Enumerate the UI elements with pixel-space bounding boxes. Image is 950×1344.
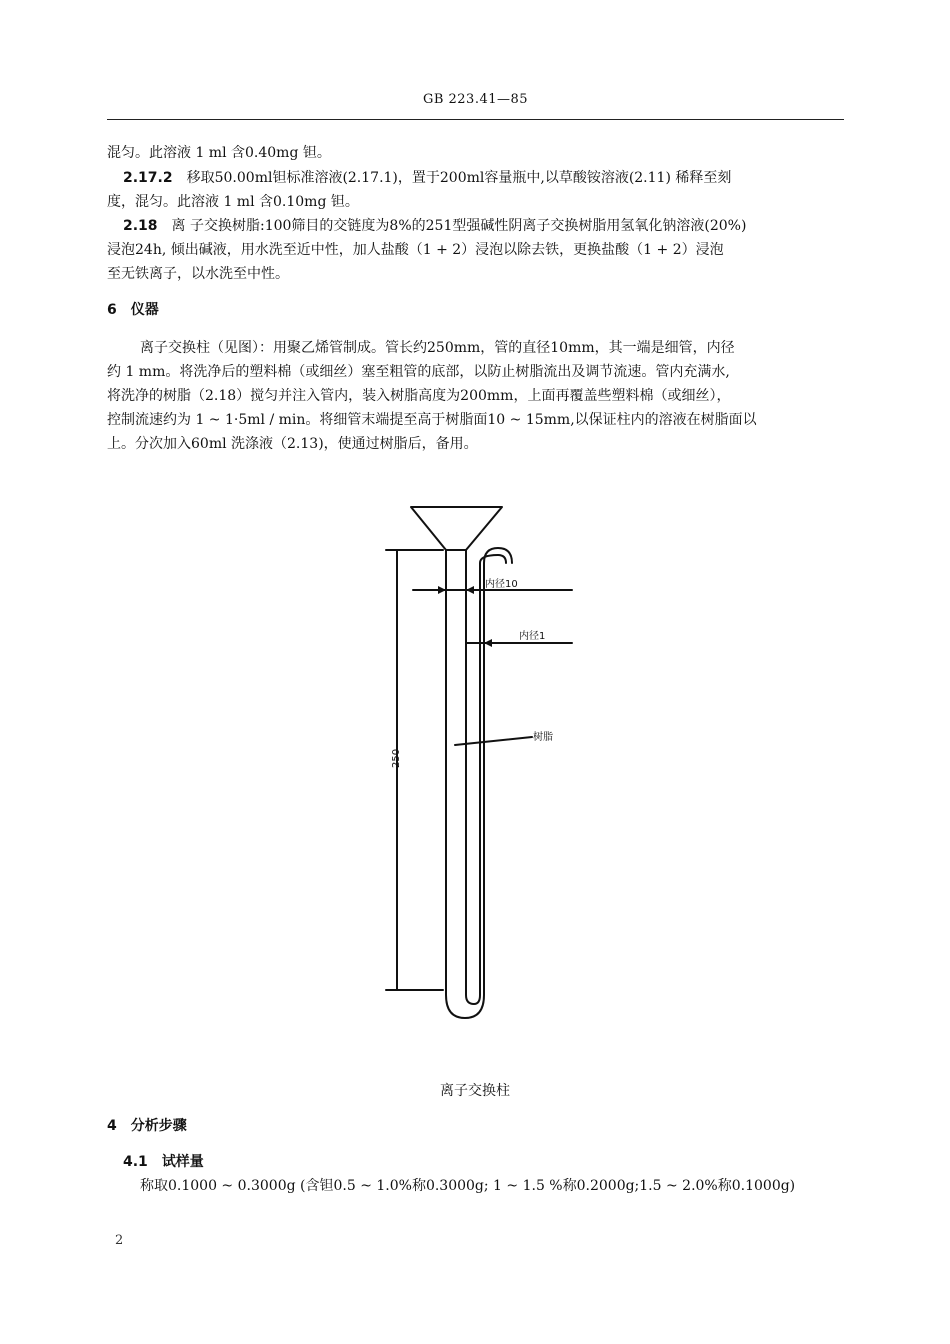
- column-inner-wall: [466, 550, 506, 1004]
- label-resin: 树脂: [533, 732, 553, 743]
- subsection-title: 试样量: [161, 1154, 204, 1170]
- item-text: 移取50.00ml钽标准溶液(2.17.1)，置于200ml容量瓶中,以草酸铵溶液(2.11) 稀释至刻: [186, 170, 732, 186]
- standard-code: GB 223.41—85: [422, 92, 529, 107]
- section-heading-procedure: [107, 1114, 187, 1138]
- item-number: 2.17.2: [123, 170, 173, 186]
- body-line: 控制流速约为 1 ~ 1·5ml / min。将细管末端提至高于树脂面10 ~ 15mm,以保证柱内的溶液在树脂面以: [107, 412, 757, 428]
- item-number: 2.18: [123, 218, 158, 234]
- subsection-number: 4.1: [123, 1154, 148, 1170]
- body-line: 约 1 mm。将洗净后的塑料棉（或细丝）塞至粗管的底部，以防止树脂流出及调节流速。管内充满水,: [107, 364, 730, 380]
- body-line: 混匀。此溶液 1 ml 含0.40mg 钽。: [107, 145, 331, 161]
- section-number: 6: [107, 302, 117, 318]
- subsection-heading-sample: [123, 1150, 204, 1174]
- label-length-250: 250: [391, 748, 402, 768]
- item-text: 离 子交换树脂:100筛目的交链度为8%的251型强碱性阴离子交换树脂用氢氧化钠溶液(20%): [171, 218, 747, 234]
- page-number: 2: [115, 1233, 124, 1248]
- body-line: 上。分次加入60ml 洗涤液（2.13)，使通过树脂后，备用。: [107, 436, 478, 452]
- body-line: 度，混匀。此溶液 1 ml 含0.10mg 钽。: [107, 194, 359, 210]
- body-line: 离子交换柱（见图）：用聚乙烯管制成。管长约250mm，管的直径10mm，其一端是细管，内径: [140, 340, 735, 356]
- body-line: 浸泡24h, 倾出碱液，用水洗至近中性，加人盐酸（1 + 2）浸泡以除去铁，更换盐酸（1 + 2）浸泡: [107, 242, 724, 258]
- section-number: 4: [107, 1118, 117, 1134]
- body-line: 称取0.1000 ~ 0.3000g (含钽0.5 ~ 1.0%称0.3000g; 1 ~ 1.5 %称0.2000g;1.5 ~ 2.0%称0.1000g): [140, 1178, 796, 1194]
- figure-caption: 离子交换柱: [440, 1083, 510, 1099]
- body-line: 至无铁离子，以水洗至中性。: [107, 266, 289, 282]
- body-line: 将洗净的树脂（2.18）搅匀并注入管内，装入树脂高度为200mm，上面再覆盖些塑料棉（或细丝），: [107, 388, 731, 404]
- label-inner-10: 内径10: [485, 579, 518, 590]
- section-title: 仪器: [130, 302, 159, 318]
- label-inner-1: 内径1: [519, 631, 546, 642]
- funnel-outline: [411, 507, 502, 550]
- section-title: 分析步骤: [130, 1118, 187, 1134]
